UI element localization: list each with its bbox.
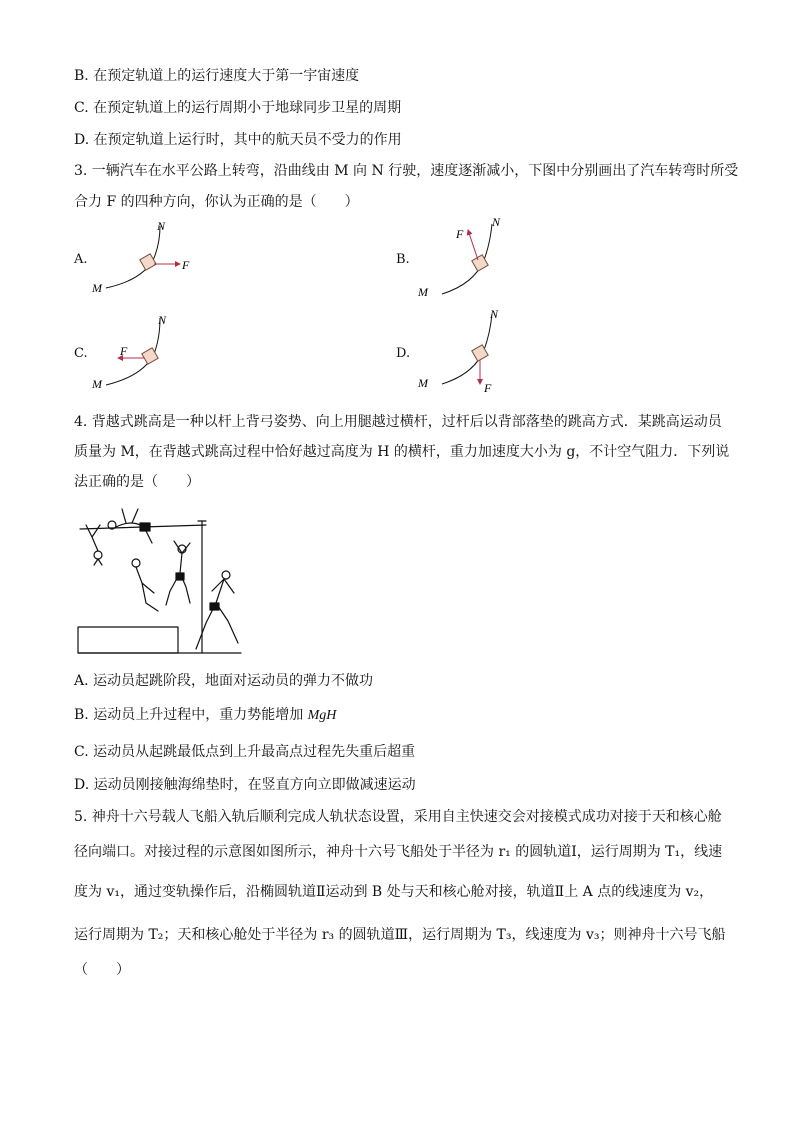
q3-d-point-m: M bbox=[418, 376, 428, 390]
q3-a-point-n: N bbox=[157, 219, 166, 233]
q3-stem-line1: 3. 一辆汽车在水平公路上转弯，沿曲线由 M 向 N 行驶，速度逐渐减小，下图中分别画出了汽车转弯时所受 bbox=[74, 163, 739, 179]
q2-option-b: B. 在预定轨道上的运行速度大于第一宇宙速度 bbox=[74, 68, 360, 84]
q3-b-force-f: F bbox=[456, 227, 464, 241]
q5-line4: 运行周期为 T₂；天和核心舱处于半径为 r₃ 的圆轨道Ⅲ，运行周期为 T₃，线速度为 v₃；则神舟十六号飞船 bbox=[74, 927, 726, 943]
q3-diagram-d bbox=[412, 306, 532, 398]
q3-diagram-b bbox=[412, 214, 532, 304]
q3-a-force-f: F bbox=[182, 258, 190, 272]
q3-label-a: A. bbox=[74, 252, 88, 267]
q3-d-force-f: F bbox=[484, 381, 492, 395]
high-jump-illustration bbox=[76, 503, 246, 655]
q3-d-point-n: N bbox=[490, 307, 499, 321]
q3-c-point-m: M bbox=[92, 377, 102, 391]
q5-line3: 度为 v₁，通过变轨操作后，沿椭圆轨道Ⅱ运动到 B 处与天和核心舱对接，轨道Ⅱ上 A 点的线速度为 v₂， bbox=[74, 884, 714, 900]
q3-stem-line2: 合力 F 的四种方向，你认为正确的是（ ） bbox=[74, 194, 359, 210]
q4-option-b bbox=[74, 706, 336, 725]
q3-label-d: D. bbox=[396, 346, 411, 361]
q3-b-point-m: M bbox=[418, 285, 428, 299]
q3-a-point-m: M bbox=[92, 281, 102, 295]
q4-option-d: D. 运动员刚接触海绵垫时，在竖直方向立即做减速运动 bbox=[74, 777, 416, 793]
q4-stem-line1: 4. 背越式跳高是一种以杆上背弓姿势、向上用腿越过横杆，过杆后以背部落垫的跳高方式．某跳高运动员 bbox=[74, 414, 722, 430]
q3-diagram-a bbox=[88, 218, 208, 298]
q4-option-c: C. 运动员从起跳最低点到上升最高点过程先失重后超重 bbox=[74, 744, 416, 760]
q5-line5: （ ） bbox=[74, 962, 130, 978]
q4-stem-line2: 质量为 M，在背越式跳高过程中恰好越过高度为 H 的横杆，重力加速度大小为 g，不计空气阻力．下列说 bbox=[74, 444, 730, 460]
q5-line1: 5. 神舟十六号载人飞船入轨后顺利完成人轨状态设置，采用自主快速交会对接模式成功对接于天和核心舱 bbox=[74, 809, 722, 825]
q5-line2: 径向端口。对接过程的示意图如图所示，神舟十六号飞船处于半径为 r₁ 的圆轨道Ⅰ，运行周期为 T₁，线速 bbox=[74, 844, 723, 860]
q3-label-c: C. bbox=[74, 346, 88, 361]
q3-c-point-n: N bbox=[158, 313, 167, 327]
q4-option-a: A. 运动员起跳阶段，地面对运动员的弹力不做功 bbox=[74, 673, 374, 689]
q3-b-point-n: N bbox=[492, 215, 501, 229]
q2-option-d: D. 在预定轨道上运行时，其中的航天员不受力的作用 bbox=[74, 132, 402, 148]
q4-option-b-text: B. 运动员上升过程中，重力势能增加 bbox=[74, 707, 308, 723]
q3-label-b: B. bbox=[396, 252, 410, 267]
q4-option-b-math: MgH bbox=[307, 708, 337, 723]
q3-diagram-c bbox=[88, 310, 208, 395]
q2-option-c: C. 在预定轨道上的运行周期小于地球同步卫星的周期 bbox=[74, 100, 402, 116]
q3-c-force-f: F bbox=[120, 344, 128, 358]
q4-stem-line3: 法正确的是（ ） bbox=[74, 474, 200, 490]
